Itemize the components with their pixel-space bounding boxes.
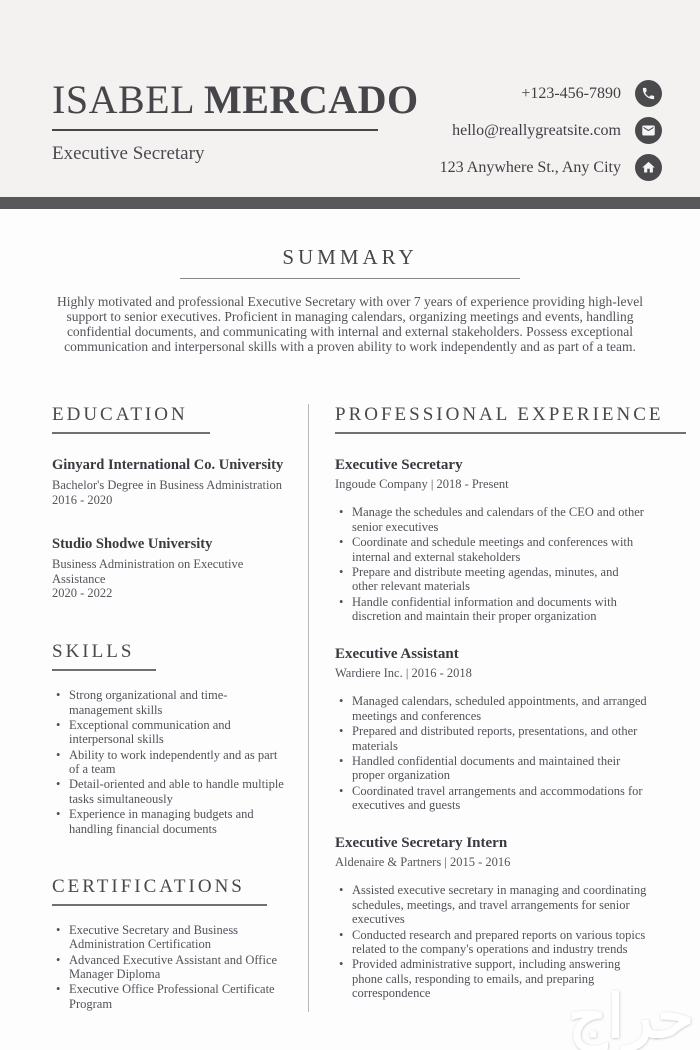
job-duty: • Handled confidential documents and maintained their proper organization: [335, 754, 647, 783]
contact-row-phone: [440, 80, 662, 107]
job-entry: [335, 835, 647, 1000]
school-name: Studio Shodwe University: [52, 535, 213, 552]
job-entry: [335, 646, 647, 812]
certification-item: • Advanced Executive Assistant and Office Manager Diploma: [52, 953, 290, 982]
phone-icon: [635, 80, 662, 107]
name-underline: [52, 129, 378, 131]
summary-text: Highly motivated and professional Executive Secretary with over 7 years of experience providing high-level support to senior executives. Proficient in managing calendars, organizing meetings and events, handling confidential documents, and communicating with internal and external stakeholders. Possess exceptional communication and interpersonal skills with a proven ability to work independently and as part of a team.: [57, 294, 643, 355]
contact-block: [440, 80, 662, 197]
job-duty: • Manage the schedules and calendars of the CEO and other senior executives: [335, 505, 647, 534]
right-column: [335, 404, 664, 1012]
education-item: [52, 536, 290, 601]
job-duties-list: [335, 505, 647, 623]
two-column-layout: [0, 404, 700, 1012]
education-section: [52, 404, 290, 601]
certification-item: • Executive Secretary and Business Administration Certification: [52, 923, 290, 952]
identity-block: [52, 77, 419, 197]
resume-header: [0, 0, 700, 197]
skill-item: • Ability to work independently and as part of a team: [52, 748, 290, 777]
certifications-list: [52, 923, 290, 1011]
column-divider: [308, 404, 309, 1012]
job-entry: [335, 457, 647, 623]
job-title-text: Executive Secretary Intern: [335, 835, 508, 852]
summary-section: [0, 209, 700, 354]
education-heading: EDUCATION: [52, 404, 210, 434]
experience-heading: PROFESSIONAL EXPERIENCE: [335, 404, 686, 434]
job-duty: • Handle confidential information and documents with discretion and maintain their proper organization: [335, 595, 647, 624]
email-icon: [635, 117, 662, 144]
job-duty: • Provided administrative support, including answering phone calls, responding to emails, and preparing correspondence: [335, 957, 647, 1000]
last-name: MERCADO: [204, 77, 419, 122]
job-duties-list: [335, 694, 647, 812]
haraj-watermark: حراج: [568, 984, 694, 1050]
contact-row-email: [440, 117, 662, 144]
home-icon: [635, 154, 662, 181]
job-duty: • Managed calendars, scheduled appointments, and arranged meetings and conferences: [335, 694, 647, 723]
job-duty: • Prepared and distributed reports, presentations, and other materials: [335, 724, 647, 753]
education-item: [52, 457, 290, 508]
skill-item: • Exceptional communication and interpersonal skills: [52, 718, 290, 747]
job-title-text: Executive Secretary: [335, 457, 463, 474]
skills-section: [52, 641, 290, 836]
job-company-line: Ingoude Company | 2018 - Present: [335, 477, 509, 492]
school-name: Ginyard International Co. University: [52, 457, 284, 474]
job-company-line: Wardiere Inc. | 2016 - 2018: [335, 666, 472, 681]
degree-name: Bachelor's Degree in Business Administration: [52, 478, 282, 493]
summary-underline: [180, 278, 520, 279]
skills-list: [52, 688, 290, 836]
first-name: ISABEL: [52, 77, 194, 122]
job-duty: • Prepare and distribute meeting agendas, minutes, and other relevant materials: [335, 565, 647, 594]
email-address: hello@reallygreatsite.com: [452, 121, 621, 139]
job-duties-list: [335, 883, 647, 1000]
certifications-heading: CERTIFICATIONS: [52, 876, 267, 906]
skill-item: • Detail-oriented and able to handle multiple tasks simultaneously: [52, 777, 290, 806]
job-company-line: Aldenaire & Partners | 2015 - 2016: [335, 855, 511, 870]
certification-item: • Executive Office Professional Certificate Program: [52, 982, 290, 1011]
certifications-section: [52, 876, 290, 1011]
education-dates: 2020 - 2022: [52, 586, 113, 601]
job-duty: • Coordinate and schedule meetings and conferences with internal and external stakeholders: [335, 535, 647, 564]
skill-item: • Experience in managing budgets and handling financial documents: [52, 807, 290, 836]
job-duty: • Conducted research and prepared reports on various topics related to the company's operations and industry trends: [335, 928, 647, 957]
job-title-text: Executive Assistant: [335, 646, 459, 663]
summary-heading: SUMMARY: [282, 245, 418, 269]
education-dates: 2016 - 2020: [52, 493, 113, 508]
left-column: [52, 404, 290, 1012]
phone-number: +123-456-7890: [521, 84, 621, 102]
person-job-title: Executive Secretary: [52, 143, 205, 164]
job-duty: • Assisted executive secretary in managing and coordinating schedules, meetings, and travel arrangements for senior executives: [335, 883, 647, 926]
resume-body: [0, 209, 700, 1012]
person-name: [52, 77, 419, 122]
header-divider-bar: [0, 197, 700, 209]
contact-row-address: [440, 154, 662, 181]
skills-heading: SKILLS: [52, 641, 156, 671]
street-address: 123 Anywhere St., Any City: [439, 158, 621, 176]
experience-section: [335, 404, 664, 1001]
degree-name: Business Administration on Executive Assistance: [52, 556, 244, 586]
job-duty: • Coordinated travel arrangements and accommodations for executives and guests: [335, 784, 647, 813]
skill-item: • Strong organizational and time-management skills: [52, 688, 290, 717]
